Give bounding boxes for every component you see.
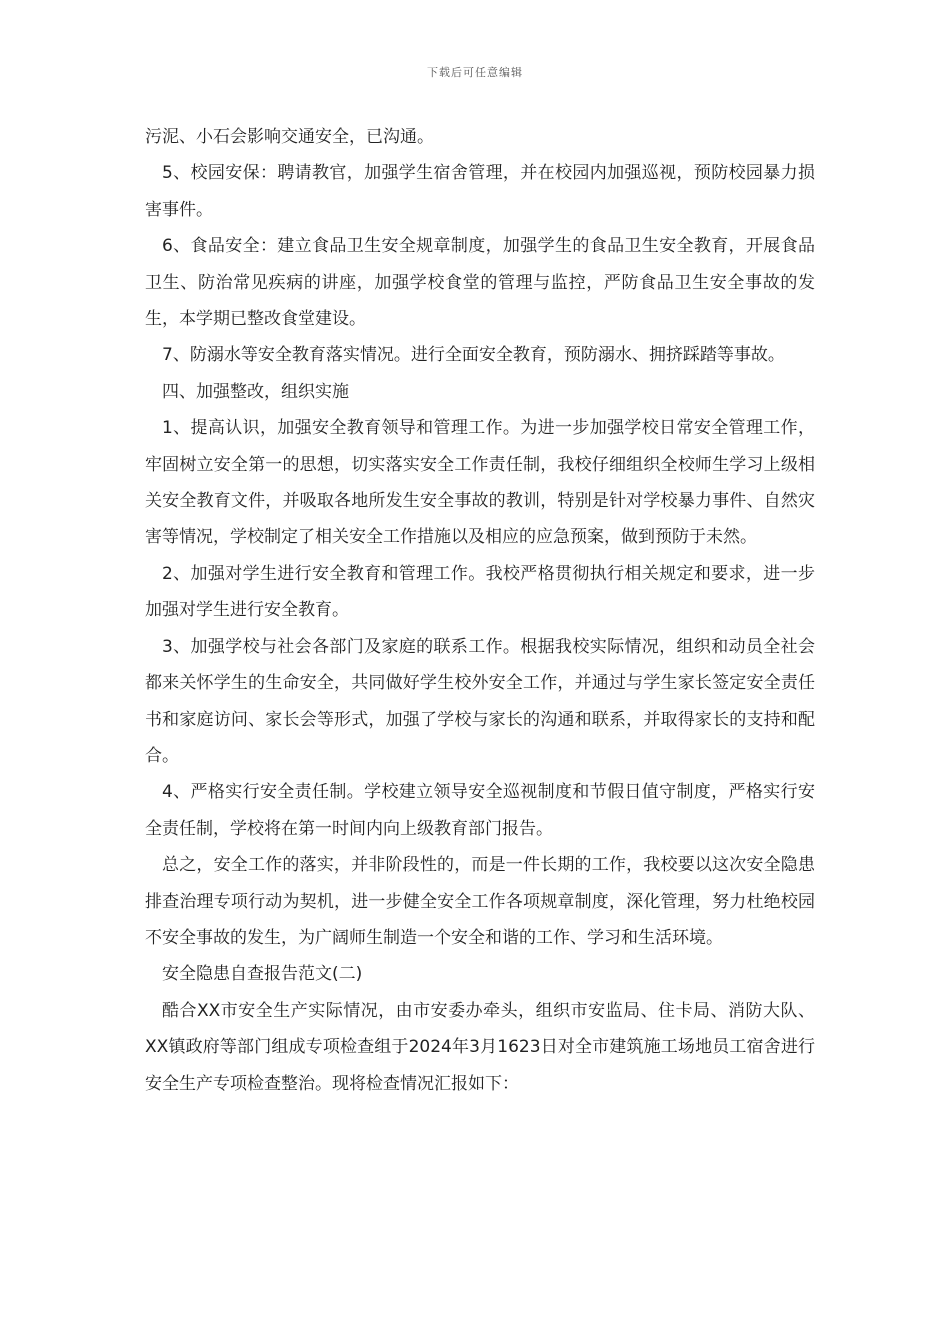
paragraph: 酷合XX市安全生产实际情况，由市安委办牵头，组织市安监局、住卡局、消防大队、XX镇政府等部门组成专项检查组于2024年3月1623日对全市建筑施工场地员工宿舍进行安全生产专项检查整治。现将检查情况汇报如下： [145, 1000, 815, 1094]
section-heading: 四、加强整改，组织实施 [162, 381, 349, 402]
paragraph: 5、校园安保：聘请教官，加强学生宿舍管理，并在校园内加强巡视，预防校园暴力损害事件。 [145, 163, 815, 220]
document-body [145, 119, 815, 1102]
paragraph: 2、加强对学生进行安全教育和管理工作。我校严格贯彻执行相关规定和要求，进一步加强对学生进行安全教育。 [145, 563, 815, 621]
paragraph: 污泥、小石会影响交通安全，已沟通。 [145, 127, 434, 147]
page-header: 下载后可任意编辑 [427, 66, 523, 79]
document-title: 安全隐患自查报告范文(二) [162, 964, 363, 985]
paragraph: 7、防溺水等安全教育落实情况。进行全面安全教育，预防溺水、拥挤踩踏等事故。 [162, 345, 785, 366]
paragraph: 总之，安全工作的落实，并非阶段性的，而是一件长期的工作，我校要以这次安全隐患排查治理专项行动为契机，进一步健全安全工作各项规章制度，深化管理，努力杜绝校园不安全事故的发生，为广阔师生制造一个安全和谐的工作、学习和生活环境。 [145, 855, 815, 948]
paragraph: 3、加强学校与社会各部门及家庭的联系工作。根据我校实际情况，组织和动员全社会都来关怀学生的生命安全，共同做好学生校外安全工作，并通过与学生家长签定安全责任书和家庭访问、家长会等形式，加强了学校与家长的沟通和联系，并取得家长的支持和配合。 [145, 636, 815, 766]
paragraph: 1、提高认识，加强安全教育领导和管理工作。为进一步加强学校日常安全管理工作，牢固树立安全第一的思想，切实落实安全工作责任制，我校仔细组织全校师生学习上级相关安全教育文件，并吸取各地所发生安全事故的教训，特别是针对学校暴力事件、自然灾害等情况，学校制定了相关安全工作措施以及相应的应急预案，做到预防于未然。 [145, 418, 815, 548]
paragraph: 6、食品安全：建立食品卫生安全规章制度，加强学生的食品卫生安全教育，开展食品卫生、防治常见疾病的讲座，加强学校食堂的管理与监控，严防食品卫生安全事故的发生，本学期已整改食堂建设。 [145, 236, 815, 330]
paragraph: 4、严格实行安全责任制。学校建立领导安全巡视制度和节假日值守制度，严格实行安全责任制，学校将在第一时间内向上级教育部门报告。 [145, 782, 815, 839]
